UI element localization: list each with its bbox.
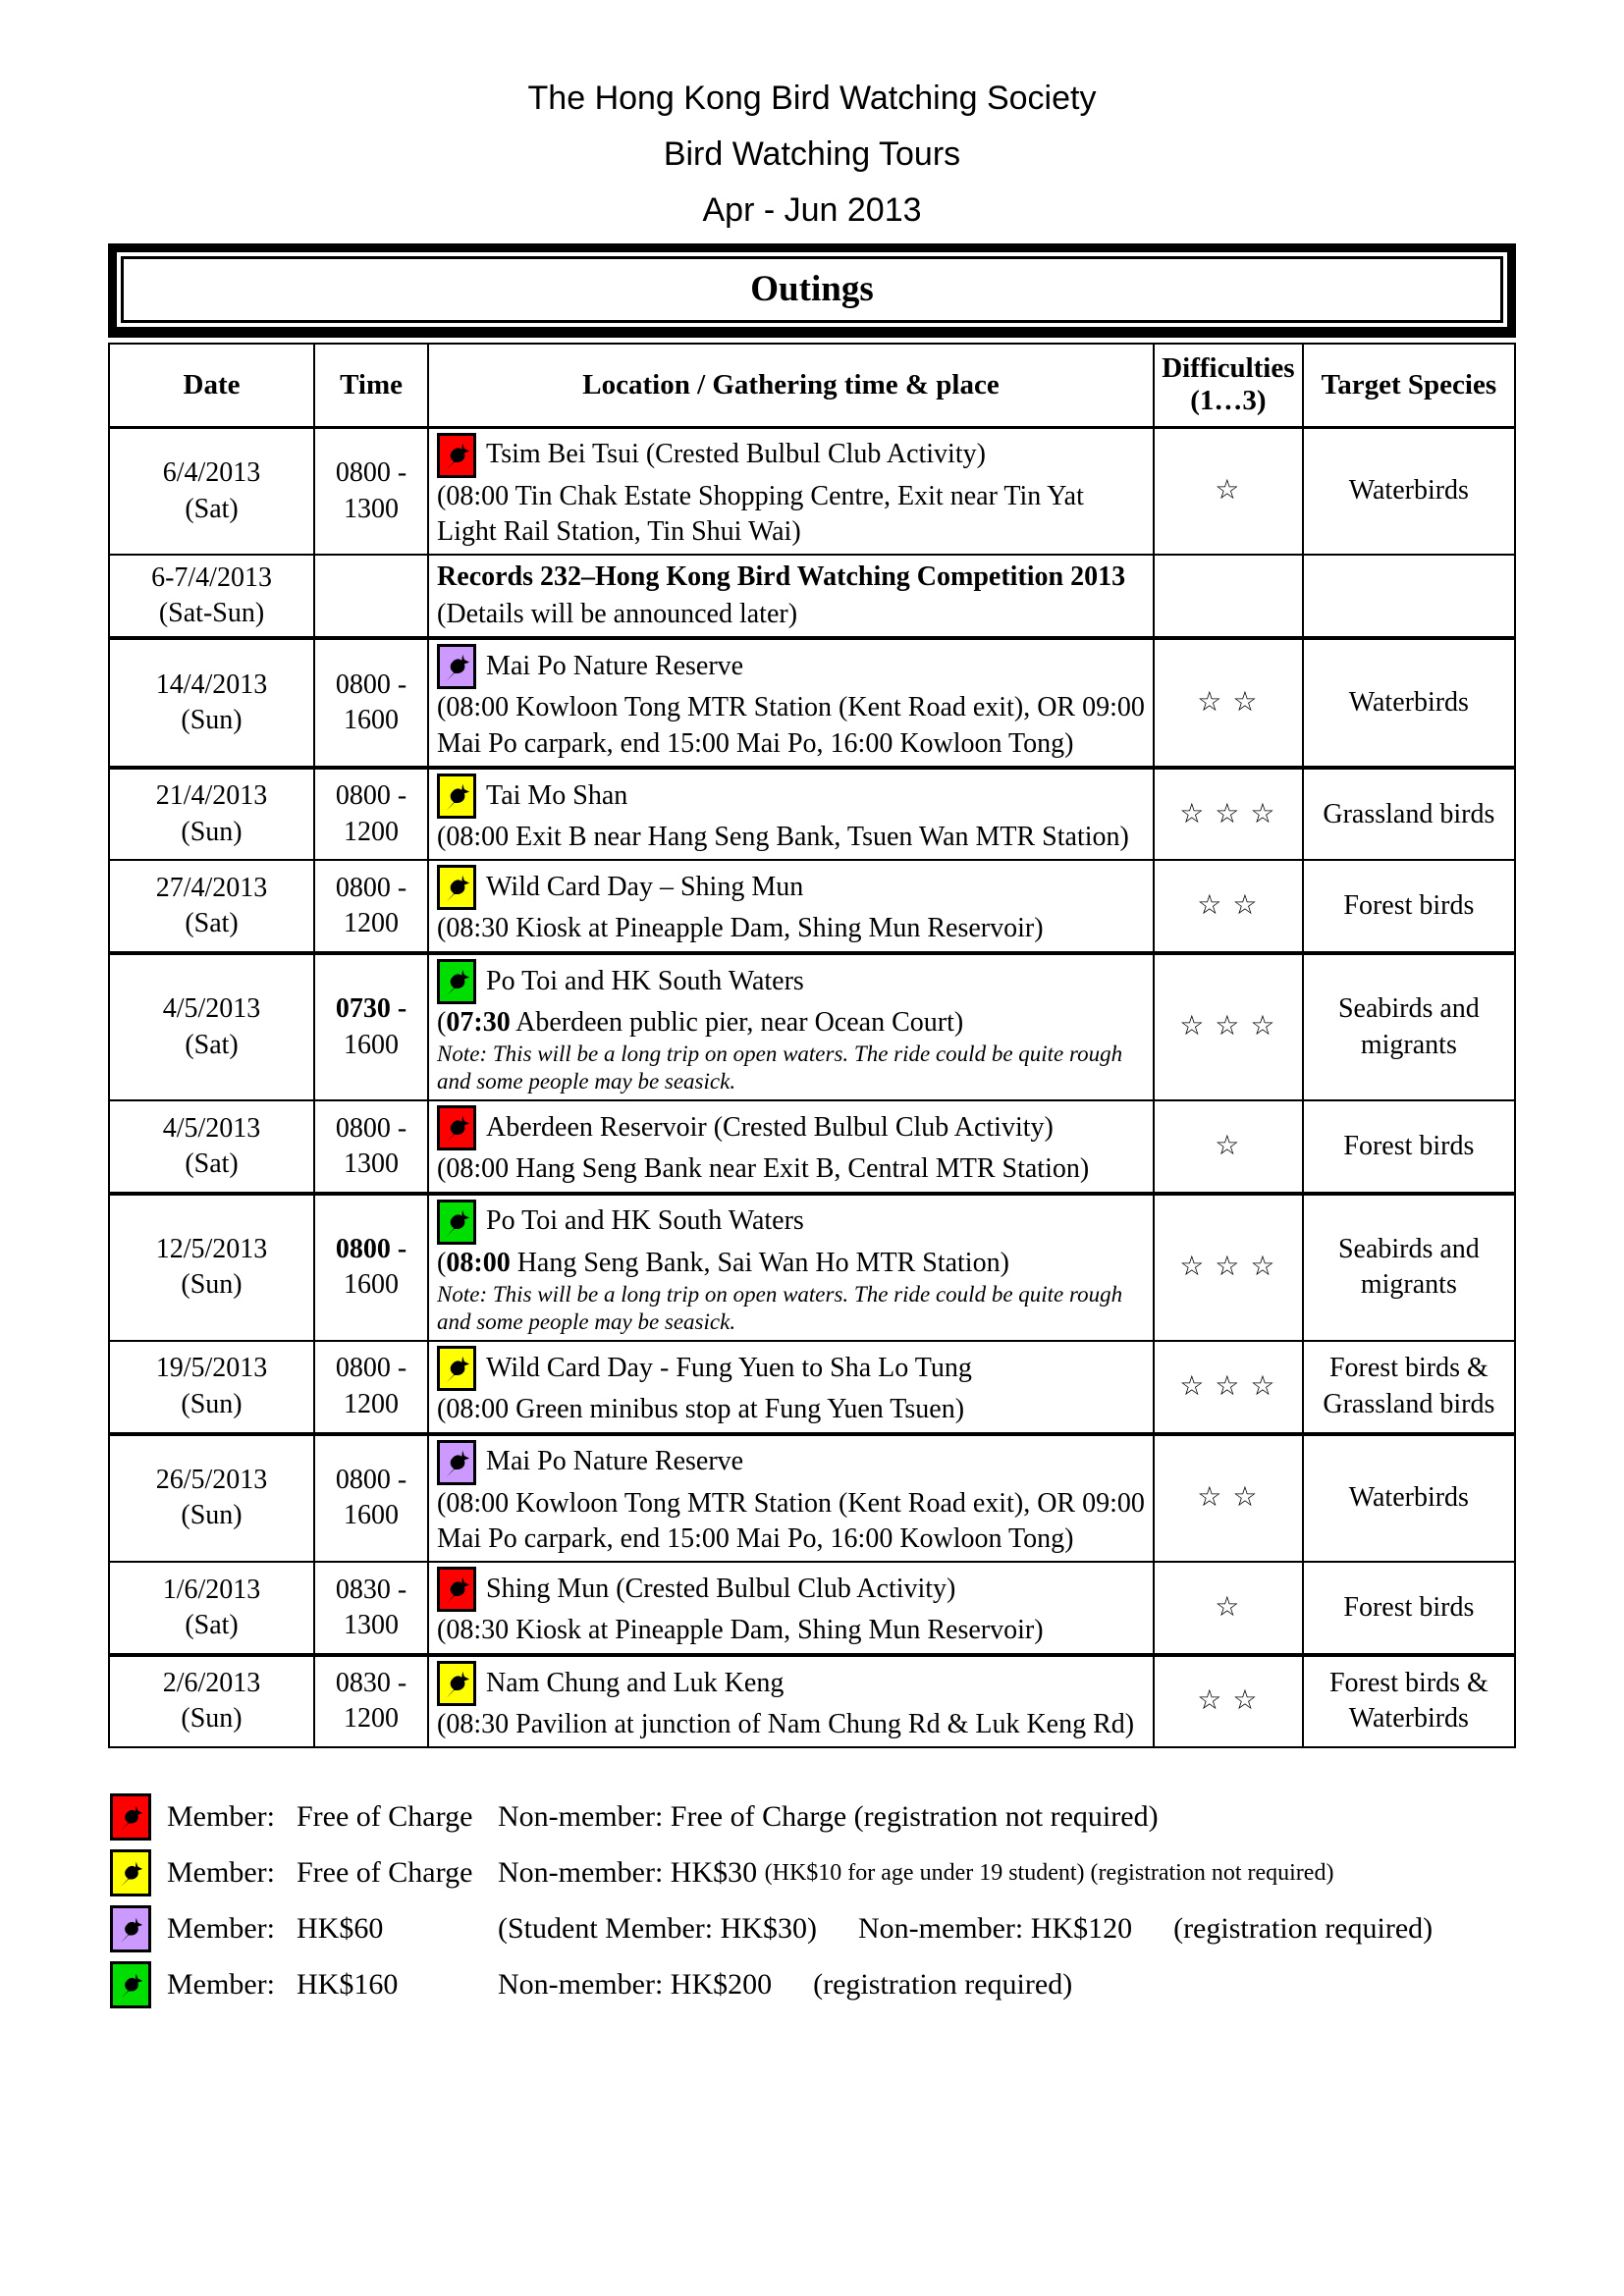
location-cell	[428, 1341, 1154, 1433]
table-row	[109, 1655, 1515, 1747]
legend-row-green	[110, 1961, 1624, 2008]
gathering-detail: (08:00 Hang Seng Bank near Exit B, Central MTR Station)	[437, 1153, 1090, 1185]
purple-bird-icon	[437, 1440, 476, 1485]
date-cell: 6-7/4/2013 (Sat-Sun)	[109, 555, 314, 638]
difficulty-stars: ☆ ☆	[1154, 1434, 1303, 1563]
time-cell: 0800 - 1600	[314, 1194, 428, 1341]
gathering-detail: (08:30 Kiosk at Pineapple Dam, Shing Mun Reservoir)	[437, 1615, 1044, 1646]
date-cell: 26/5/2013 (Sun)	[109, 1434, 314, 1563]
document-header	[0, 0, 1624, 230]
page-title: The Hong Kong Bird Watching Society	[527, 80, 1097, 117]
difficulty-stars: ☆	[1154, 427, 1303, 555]
green-bird-icon	[110, 1961, 151, 2008]
date-cell: 19/5/2013 (Sun)	[109, 1341, 314, 1433]
location-title: Po Toi and HK South Waters	[486, 1205, 804, 1237]
red-bird-icon	[437, 433, 476, 478]
location-title: Mai Po Nature Reserve	[486, 651, 744, 682]
table-row	[109, 768, 1515, 860]
target-species: Forest birds & Grassland birds	[1303, 1341, 1515, 1433]
table-row	[109, 1194, 1515, 1341]
difficulty-stars: ☆	[1154, 1100, 1303, 1193]
time-cell	[314, 555, 428, 638]
location-title: Tsim Bei Tsui (Crested Bulbul Club Activity)	[486, 439, 986, 470]
gathering-detail: (07:30 Aberdeen public pier, near Ocean Court)	[437, 1006, 964, 1038]
difficulty-stars: ☆ ☆ ☆	[1154, 1194, 1303, 1341]
legend-member-label: Member:	[167, 1800, 275, 1834]
table-row	[109, 1341, 1515, 1433]
target-species: Forest birds	[1303, 860, 1515, 952]
table-row	[109, 860, 1515, 952]
location-title: Mai Po Nature Reserve	[486, 1446, 744, 1477]
difficulty-stars: ☆ ☆	[1154, 860, 1303, 952]
trip-note: Note: This will be a long trip on open waters. The ride could be quite rough and some people may be seasick.	[437, 1041, 1123, 1095]
target-species: Seabirds and migrants	[1303, 1194, 1515, 1341]
difficulty-stars	[1154, 555, 1303, 638]
legend-student-fee: (Student Member: HK$30)	[498, 1912, 817, 1946]
difficulty-stars: ☆ ☆ ☆	[1154, 768, 1303, 860]
legend-row-yellow	[110, 1849, 1624, 1896]
legend-registration-note: (registration required)	[1173, 1912, 1434, 1946]
legend-row-red	[110, 1793, 1624, 1841]
location-title: Aberdeen Reservoir (Crested Bulbul Club Activity)	[486, 1112, 1054, 1144]
gathering-detail: (08:00 Tin Chak Estate Shopping Centre, Exit near Tin Yat Light Rail Station, Tin Shui Wai)	[437, 480, 1084, 548]
gathering-detail: (Details will be announced later)	[437, 598, 798, 629]
legend-nonmember-fee: Non-member: HK$120	[857, 1912, 1133, 1946]
date-cell: 2/6/2013 (Sun)	[109, 1655, 314, 1747]
red-bird-icon	[437, 1105, 476, 1150]
trip-note: Note: This will be a long trip on open waters. The ride could be quite rough and some people may be seasick.	[437, 1282, 1123, 1335]
purple-bird-icon	[437, 644, 476, 689]
time-cell: 0730 - 1600	[314, 953, 428, 1100]
location-cell	[428, 1194, 1154, 1341]
location-cell	[428, 1655, 1154, 1747]
gathering-detail: (08:00 Kowloon Tong MTR Station (Kent Road exit), OR 09:00 Mai Po carpark, end 15:00 Mai Po, 16:00 Kowloon Tong)	[437, 1487, 1145, 1554]
difficulty-stars: ☆ ☆ ☆	[1154, 1341, 1303, 1433]
time-cell: 0800 - 1200	[314, 768, 428, 860]
green-bird-icon	[437, 1200, 476, 1245]
location-cell	[428, 427, 1154, 555]
page-subtitle: Bird Watching Tours	[663, 135, 961, 173]
location-title: Records 232–Hong Kong Bird Watching Competition 2013	[437, 561, 1126, 593]
yellow-bird-icon	[437, 865, 476, 910]
legend-student-note: (HK$10 for age under 19 student) (registration not required)	[764, 1859, 1334, 1886]
location-cell	[428, 1434, 1154, 1563]
date-cell: 4/5/2013 (Sat)	[109, 953, 314, 1100]
target-species: Grassland birds	[1303, 768, 1515, 860]
table-row	[109, 953, 1515, 1100]
legend-nonmember-fee: Non-member: HK$30	[498, 1856, 758, 1890]
location-title: Shing Mun (Crested Bulbul Club Activity)	[486, 1574, 956, 1605]
outings-section	[108, 243, 1516, 1748]
location-cell	[428, 1100, 1154, 1193]
table-row	[109, 1562, 1515, 1654]
yellow-bird-icon	[110, 1849, 151, 1896]
legend-member-fee: HK$60	[297, 1912, 384, 1946]
column-header-location: Location / Gathering time & place	[428, 344, 1154, 427]
location-title: Po Toi and HK South Waters	[486, 965, 804, 996]
column-header-time: Time	[314, 344, 428, 427]
date-cell: 4/5/2013 (Sat)	[109, 1100, 314, 1193]
difficulty-stars: ☆ ☆	[1154, 1655, 1303, 1747]
location-cell	[428, 1562, 1154, 1654]
date-cell: 27/4/2013 (Sat)	[109, 860, 314, 952]
target-species: Waterbirds	[1303, 427, 1515, 555]
location-cell	[428, 768, 1154, 860]
legend-registration-note: (registration required)	[813, 1968, 1073, 2002]
target-species: Waterbirds	[1303, 1434, 1515, 1563]
table-row	[109, 638, 1515, 768]
green-bird-icon	[437, 959, 476, 1004]
location-cell	[428, 638, 1154, 768]
gathering-detail: (08:00 Green minibus stop at Fung Yuen Tsuen)	[437, 1394, 965, 1425]
location-cell	[428, 555, 1154, 638]
column-header-difficulties: Difficulties (1…3)	[1154, 344, 1303, 427]
table-row	[109, 555, 1515, 638]
time-cell: 0800 - 1300	[314, 427, 428, 555]
date-cell: 14/4/2013 (Sun)	[109, 638, 314, 768]
target-species: Seabirds and migrants	[1303, 953, 1515, 1100]
legend-member-fee: HK$160	[297, 1968, 399, 2002]
date-cell: 12/5/2013 (Sun)	[109, 1194, 314, 1341]
table-row	[109, 1434, 1515, 1563]
location-cell	[428, 860, 1154, 952]
target-species: Forest birds	[1303, 1100, 1515, 1193]
date-cell: 21/4/2013 (Sun)	[109, 768, 314, 860]
table-row	[109, 1100, 1515, 1193]
column-header-target-species: Target Species	[1303, 344, 1515, 427]
target-species	[1303, 555, 1515, 638]
red-bird-icon	[110, 1793, 151, 1841]
gathering-detail: (08:00 Exit B near Hang Seng Bank, Tsuen Wan MTR Station)	[437, 822, 1129, 853]
target-species: Forest birds & Waterbirds	[1303, 1655, 1515, 1747]
outings-table-title: Outings	[121, 256, 1503, 323]
legend-member-label: Member:	[167, 1856, 275, 1890]
difficulty-stars: ☆ ☆ ☆	[1154, 953, 1303, 1100]
yellow-bird-icon	[437, 1661, 476, 1706]
legend-nonmember-fee: Non-member: Free of Charge (registration not required)	[498, 1800, 1159, 1834]
time-cell: 0800 - 1200	[314, 1341, 428, 1433]
yellow-bird-icon	[437, 774, 476, 819]
column-header-date: Date	[109, 344, 314, 427]
yellow-bird-icon	[437, 1346, 476, 1391]
legend-member-label: Member:	[167, 1968, 275, 2002]
legend-nonmember-fee: Non-member: HK$200	[498, 1968, 773, 2002]
time-cell: 0800 - 1600	[314, 638, 428, 768]
date-cell: 6/4/2013 (Sat)	[109, 427, 314, 555]
target-species: Forest birds	[1303, 1562, 1515, 1654]
gathering-detail: (08:30 Kiosk at Pineapple Dam, Shing Mun Reservoir)	[437, 913, 1044, 944]
fee-legend	[110, 1793, 1624, 2008]
time-cell: 0830 - 1300	[314, 1562, 428, 1654]
time-cell: 0800 - 1300	[314, 1100, 428, 1193]
time-cell: 0830 - 1200	[314, 1655, 428, 1747]
table-row	[109, 427, 1515, 555]
legend-member-label: Member:	[167, 1912, 275, 1946]
time-cell: 0800 - 1200	[314, 860, 428, 952]
legend-member-fee: Free of Charge	[297, 1856, 473, 1890]
legend-member-fee: Free of Charge	[297, 1800, 473, 1834]
purple-bird-icon	[110, 1905, 151, 1952]
gathering-detail: (08:30 Pavilion at junction of Nam Chung Rd & Luk Keng Rd)	[437, 1708, 1135, 1739]
legend-row-purple	[110, 1905, 1624, 1952]
outings-frame	[108, 243, 1516, 338]
date-cell: 1/6/2013 (Sat)	[109, 1562, 314, 1654]
target-species: Waterbirds	[1303, 638, 1515, 768]
location-title: Nam Chung and Luk Keng	[486, 1667, 785, 1698]
location-title: Wild Card Day – Shing Mun	[486, 872, 804, 903]
red-bird-icon	[437, 1567, 476, 1612]
location-title: Wild Card Day - Fung Yuen to Sha Lo Tung	[486, 1352, 972, 1383]
location-title: Tai Mo Shan	[486, 779, 628, 811]
location-cell	[428, 953, 1154, 1100]
time-cell: 0800 - 1600	[314, 1434, 428, 1563]
gathering-detail: (08:00 Hang Seng Bank, Sai Wan Ho MTR Station)	[437, 1247, 1009, 1278]
outings-table	[108, 343, 1516, 1748]
date-range: Apr - Jun 2013	[702, 191, 922, 229]
table-header-row	[109, 344, 1515, 427]
difficulty-stars: ☆ ☆	[1154, 638, 1303, 768]
gathering-detail: (08:00 Kowloon Tong MTR Station (Kent Road exit), OR 09:00 Mai Po carpark, end 15:00 Mai Po, 16:00 Kowloon Tong)	[437, 692, 1145, 759]
difficulty-stars: ☆	[1154, 1562, 1303, 1654]
